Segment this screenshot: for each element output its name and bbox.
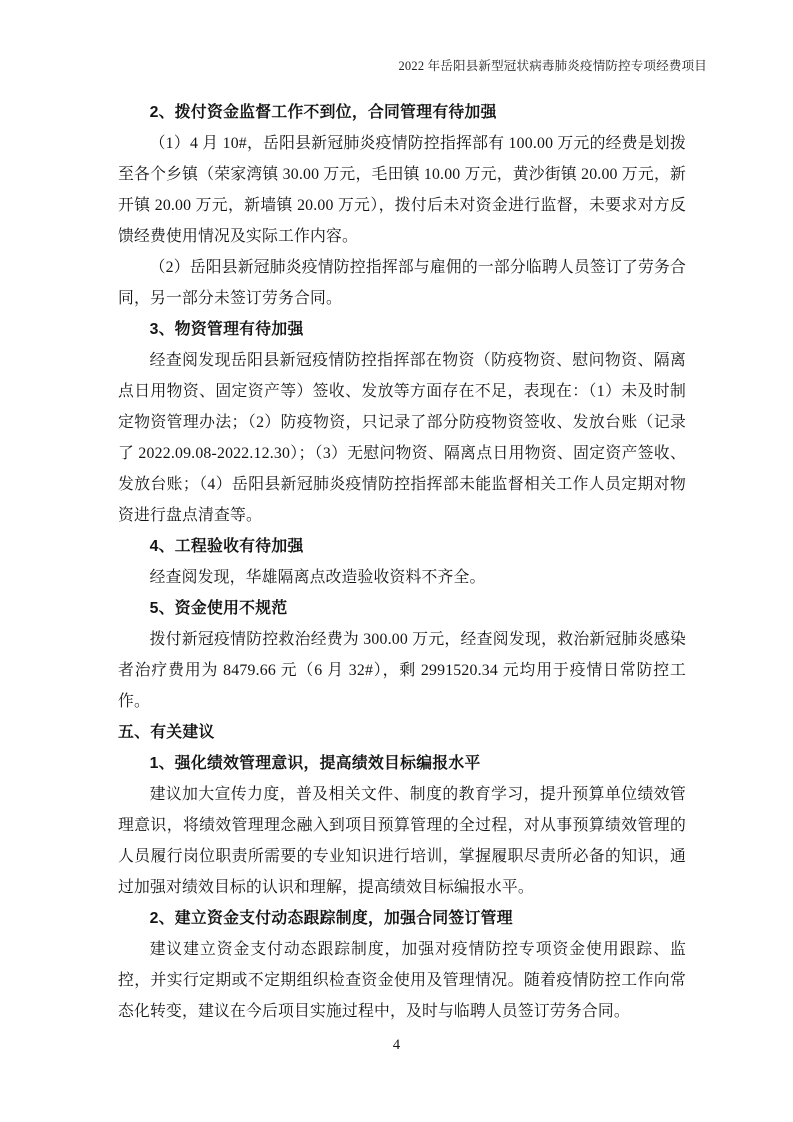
para-suggestion-2-payment-tracking: 建议建立资金支付动态跟踪制度，加强对疫情防控专项资金使用跟踪、监控，并实行定期或不定期组织检查资金使用及管理情况。随着疫情防控工作向常态化转变，建议在今后项目实施过程中，及时与临聘人员签订劳务合同。 [118, 941, 686, 1020]
para-suggestion-1-performance: 建议加大宣传力度，普及相关文件、制度的教育学习，提升预算单位绩效管理意识，将绩效管理理念融入到项目预算管理的全过程，对从事预算绩效管理的人员履行岗位职责所需要的专业知识进行培训，掌握履职尽责所必备的知识，通过加强对绩效目标的认识和理解，提高绩效目标编报水平。 [118, 786, 686, 896]
heading-suggestion-1-performance: 1、强化绩效管理意识，提高绩效目标编报水平 [149, 755, 481, 772]
section-heading-suggestions: 五、有关建议 [118, 724, 215, 741]
para-fund-allocation-townships: （1）4 月 10#，岳阳县新冠肺炎疫情防控指挥部有 100.00 万元的经费是划拨至各个乡镇（荣家湾镇 30.00 万元，毛田镇 10.00 万元，黄沙街镇 20.00 万元，新开镇 20.00 万元，新墙镇 20.00 万元），拨付后未对资金进行监督，未要求对方反馈经费使用情况及实际工作内容。 [118, 135, 686, 245]
heading-2-fund-supervision: 2、拨付资金监督工作不到位，合同管理有待加强 [149, 104, 497, 121]
para-fund-usage-details: 拨付新冠疫情防控救治经费为 300.00 万元，经查阅发现，救治新冠肺炎感染者治疗费用为 8479.66 元（6 月 32#），剩 2991520.34 元均用于疫情日常防控工作。 [118, 631, 686, 710]
running-header: 2022 年岳阳县新型冠状病毒肺炎疫情防控专项经费项目 [398, 59, 707, 73]
heading-suggestion-2-payment-tracking: 2、建立资金支付动态跟踪制度，加强合同签订管理 [149, 910, 513, 927]
heading-3-materials-management: 3、物资管理有待加强 [149, 321, 304, 338]
document-body [118, 97, 686, 1027]
heading-4-project-acceptance: 4、工程验收有待加强 [149, 538, 304, 555]
para-materials-issues: 经查阅发现岳阳县新冠疫情防控指挥部在物资（防疫物资、慰问物资、隔离点日用物资、固定资产等）签收、发放等方面存在不足，表现在：（1）未及时制定物资管理办法；（2）防疫物资，只记录了部分防疫物资签收、发放台账（记录了 2022.09.08-2022.12.30）；（3）无慰问物资、隔离点日用物资、固定资产签收、发放台账；（4）岳阳县新冠肺炎疫情防控指挥部未能监督相关工作人员定期对物资进行盘点清查等。 [118, 352, 686, 524]
para-acceptance-issue: 经查阅发现，华雄隔离点改造验收资料不齐全。 [149, 569, 486, 586]
para-labor-contracts: （2）岳阳县新冠肺炎疫情防控指挥部与雇佣的一部分临聘人员签订了劳务合同，另一部分未签订劳务合同。 [118, 259, 686, 307]
page-number: 4 [392, 1037, 401, 1053]
heading-5-fund-usage: 5、资金使用不规范 [149, 600, 288, 617]
